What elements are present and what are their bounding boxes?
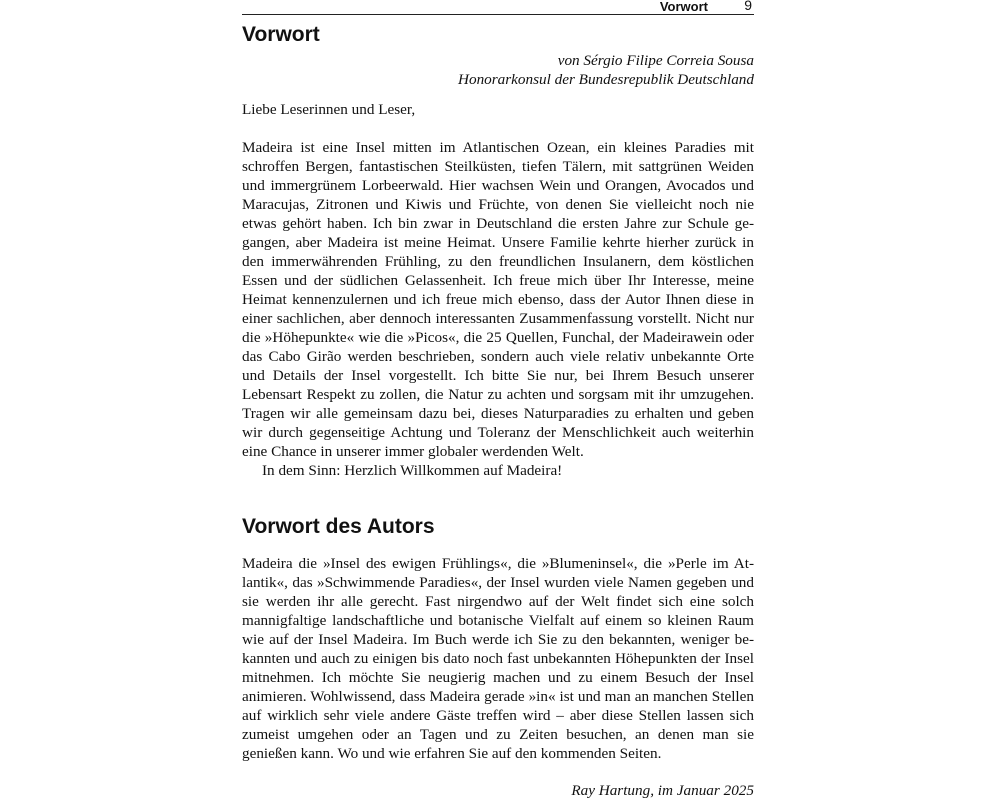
greeting: Liebe Leserinnen und Leser, — [242, 101, 416, 118]
foreword-title: Vorwort — [242, 23, 320, 46]
book-page — [242, 0, 754, 800]
foreword-byline — [242, 51, 754, 89]
author-foreword-body — [242, 554, 754, 763]
foreword-paragraph-2: In dem Sinn: Herzlich Willkommen auf Madeira! — [262, 462, 563, 479]
running-head-section: Vorwort — [659, 0, 708, 14]
page-number: 9 — [744, 0, 752, 13]
foreword-paragraph-1: Madeira ist eine Insel mitten im Atlantischen Ozean, ein kleines Paradies mit schroffen Bergen, fantastischen Steilküsten, tiefen Tälern, mit sattgrünen Weiden und immergrünem Lorbeerwald. Hier wachsen Wein und Orangen, Avocados und Maracujas, Zitronen und Kiwis und Früchte, von denen Sie vielleicht noch nie etwas gehört haben. Ich bin zwar in Deutschland die ersten Jahre zur Schule gegangen, aber Madeira ist meine Heimat. Unsere Familie kehrte hierher zurück in den immerwährenden Frühling, zu den freundlichen Insulanern, dem köstlichen Essen und der südlichen Gelassenheit. Ich freue mich über Ihr Interesse, meine Heimat kennenzulernen und ich freue mich ebenso, dass der Autor Ihnen diese in einer sachlichen, aber dennoch interessanten Zusammenfassung vorstellt. Nicht nur die »Höhepunkte« wie die »Picos«, die 25 Quellen, Funchal, der Madeirawein oder das Cabo Girão werden beschrieben, sondern auch viele relativ unbekannte Orte und Details der Insel vorgestellt. Ich bitte Sie nur, bei Ihrem Besuch unserer Lebensart Respekt zu zollen, die Natur zu achten und sorgsam mit ihr umzugehen. Tragen wir alle gemeinsam dazu bei, dieses Naturparadies zu erhalten und geben wir durch gegenseitige Achtung und Toleranz der Menschlichkeit auch weiterhin eine Chance in unserer immer globaler werdenden Welt. — [242, 139, 754, 460]
running-head — [242, 0, 754, 15]
author-foreword-title: Vorwort des Autors — [242, 515, 435, 538]
byline-author: von Sérgio Filipe Correia Sousa — [557, 52, 754, 69]
author-signature: Ray Hartung, im Januar 2025 — [571, 782, 754, 799]
byline-role: Honorarkonsul der Bundesrepublik Deutschland — [458, 71, 754, 88]
foreword-body — [242, 138, 754, 480]
author-foreword-paragraph: Madeira die »Insel des ewigen Frühlings«, die »Blumeninsel«, die »Perle im Atlantik«, das »Schwimmende Paradies«, der Insel wurden viele Namen gegeben und sie werden ihr alle gerecht. Fast nirgendwo auf der Welt findet sich eine solch mannigfaltige landschaftliche und botanische Vielfalt auf einem so kleinen Raum wie auf der Insel Madeira. Im Buch werde ich Sie zu den bekannten, weniger bekannten und auch zu einigen bis dato noch fast unbekannten Höhepunkten der Insel mitnehmen. Ich möchte Sie neugierig machen und zu einem Besuch der Insel animieren. Wohlwissend, dass Madeira gerade »in« ist und man an manchen Stellen auf wirklich sehr viele andere Gäste treffen wird – aber diese Stellen lassen sich zumeist umgehen oder an Tagen und zu Zeiten besuchen, an denen man sie genießen kann. Wo und wie erfahren Sie auf den kommenden Seiten. — [242, 555, 754, 762]
